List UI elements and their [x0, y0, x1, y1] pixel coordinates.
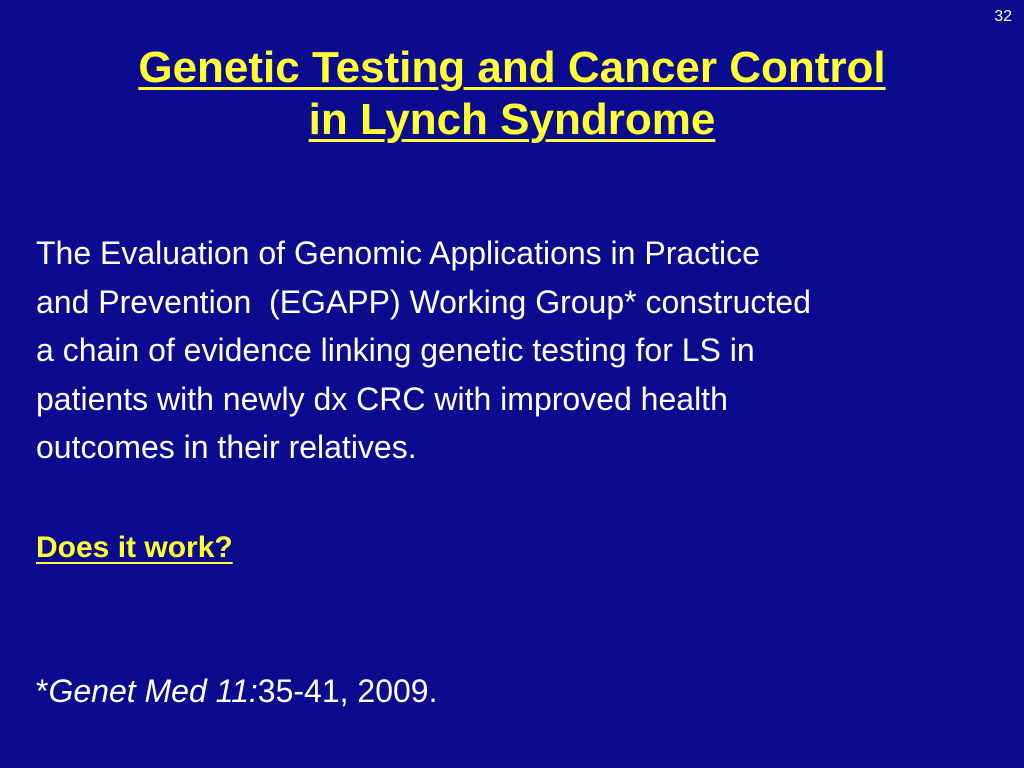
slide-number: 32	[994, 8, 1012, 25]
body-line: outcomes in their relatives.	[36, 429, 417, 465]
body-line: a chain of evidence linking genetic testing for LS in	[36, 332, 755, 368]
title-line-2: in Lynch Syndrome	[308, 95, 716, 144]
body-line: patients with newly dx CRC with improved health	[36, 380, 728, 417]
body-line: and Prevention (EGAPP) Working Group* constructed	[36, 283, 811, 320]
citation-pages-year: 35-41, 2009.	[257, 673, 438, 709]
title-line-1: Genetic Testing and Cancer Control	[138, 43, 886, 92]
citation-asterisk: *	[36, 673, 49, 709]
question-heading: Does it work?	[36, 531, 233, 564]
citation-journal: Genet Med 11:	[48, 673, 258, 709]
body-line: The Evaluation of Genomic Applications in Practice	[36, 235, 760, 271]
citation	[36, 671, 437, 711]
body-paragraph	[36, 229, 1006, 472]
slide-title	[0, 42, 1024, 146]
